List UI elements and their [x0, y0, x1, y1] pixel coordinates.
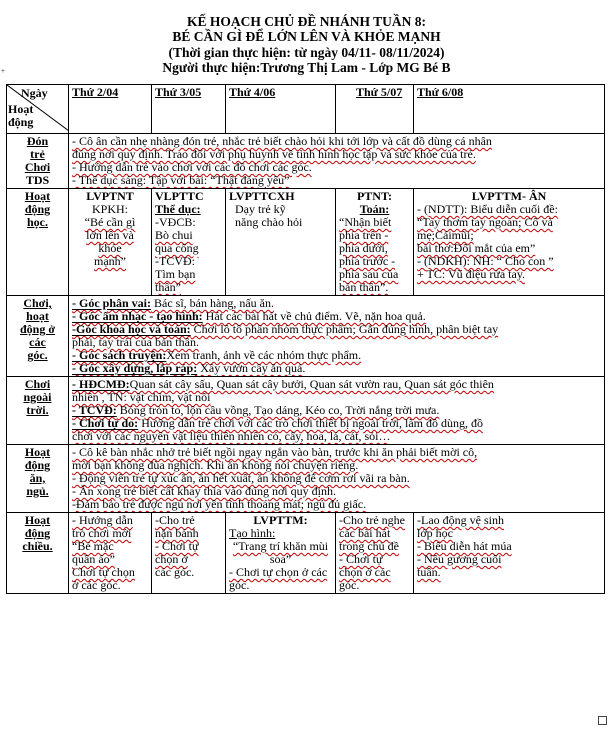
label-line: ăn, [29, 471, 46, 485]
text-line: đúng nơi quy định. Trao đổi với phụ huynh về tình hình học tập và sức khỏe của trẻ. [72, 147, 476, 161]
corner-title: - Góc phân vai: [72, 296, 152, 310]
text-line: lớp học [417, 526, 454, 540]
subject-title: LVPTTCXH [229, 189, 295, 203]
hoc-fri [414, 189, 605, 296]
label-line: ngoài [23, 390, 52, 404]
hoc-tue [152, 189, 226, 296]
text-line: các bài hát [339, 526, 391, 540]
corner-cell [7, 85, 69, 134]
text-line: trò chơi mới [72, 526, 132, 540]
table-move-handle-icon[interactable]: + [1, 67, 5, 75]
text-line: - Chơi tự chọn ở các [229, 565, 328, 579]
corner-text: Xem tranh, ảnh về các nhóm thực phẩm. [166, 348, 362, 362]
day-header-wed: Thứ 4/06 [226, 85, 336, 134]
text-line: - (NDKH): NH: “ Cho con ” [417, 254, 554, 268]
text-line: qua cổng [155, 241, 199, 255]
row-don-tre [7, 134, 605, 189]
text-line: lớn lên và [86, 228, 134, 242]
activity-text: Quan sát cây sấu, Quan sát cây bưởi, Quan sát vườn rau, Quan sát góc thiên [129, 377, 494, 391]
plan-time: (Thời gian thực hiện: từ ngày 04/11- 08/11/2024) [168, 45, 445, 60]
label-line: Hoạt [24, 189, 51, 203]
hoc-mon [69, 189, 152, 296]
subject-subtitle: Toán: [359, 202, 390, 216]
text-line: -Lao động vệ sinh [417, 513, 504, 527]
text-line: quần áo” [72, 552, 115, 566]
text-line: bài thơ:Đôi mắt của em” [417, 241, 536, 255]
text-line: - Chơi tự [339, 552, 383, 566]
label-line: Đón [26, 134, 49, 148]
text-line: năng chào hỏi [235, 215, 303, 229]
subject-title: PTNT: [356, 189, 393, 203]
plan-subtitle: BÉ CẦN GÌ ĐỂ LỚN LÊN VÀ KHỎE MẠNH [172, 29, 441, 44]
chieu-tue [152, 513, 226, 594]
table-resize-handle-icon[interactable] [598, 716, 607, 725]
label-line: động [24, 202, 51, 216]
text-line: Tìm bạn [155, 267, 196, 281]
an-ngu-content [69, 445, 605, 513]
text-line: -VĐCB: [155, 215, 196, 229]
corner-text: phải, tay trái của bản thân. [72, 335, 199, 349]
text-line: Dạy trẻ kỹ [235, 202, 286, 216]
text-line: góc. [229, 578, 250, 592]
text-line: bản thân”. [339, 280, 389, 294]
label-line: động [24, 526, 51, 540]
label-line: động [24, 458, 51, 472]
label-line: ngủ. [26, 484, 49, 498]
day-header-thu: Thứ 5/07 [336, 85, 414, 134]
text-line: Thể dục: [155, 202, 201, 216]
label-line: Hoạt [24, 513, 51, 527]
text-line: “Bé cần gì [84, 215, 136, 229]
activity-text: Hướng dẫn trẻ chơi với các trò chơi thiết bị ngoài trời, làm đồ dùng, đồ [138, 416, 484, 430]
label-line: học. [27, 215, 48, 229]
label-line: TDS [25, 173, 50, 187]
text-line: KPKH: [91, 202, 128, 216]
chieu-fri [414, 513, 605, 594]
corner-text: Chơi lô tô phân nhóm thực phẩm; Gắn đúng hình, phân biệt tay [190, 322, 499, 336]
chieu-mon [69, 513, 152, 594]
text-line: - Ăn xong trẻ biết cất khay thìa vào đúng nơi quy định. [72, 484, 336, 498]
corner-title: -Góc khoa học và toán: [72, 322, 191, 336]
text-line: thân” [155, 280, 181, 294]
activity-label-ngoai-troi [7, 377, 69, 445]
text-line: chọn ở các [339, 565, 391, 579]
corner-title: - Góc âm nhạc - tạo hình: [72, 309, 203, 323]
plan-teacher: Người thực hiện:Trương Thị Lam - Lớp MG Bé B [162, 60, 451, 75]
day-header-fri: Thứ 6/08 [414, 85, 605, 134]
text-line: trong chủ đề [339, 539, 399, 553]
subject-title: VLPTTC [155, 189, 204, 203]
corner-text: Xây vườn cây ăn quả. [197, 361, 306, 375]
text-line: chọn ở [155, 552, 188, 566]
row-hoat-dong-hoc [7, 189, 605, 296]
label-line: Chơi [24, 377, 51, 391]
text-line: Chơi tự chọn [72, 565, 135, 579]
text-line: - Thể dục sáng: Tập với bài: “Thật đáng yêu” [72, 173, 290, 187]
chieu-wed [226, 513, 336, 594]
text-line: “Trang trí khăn mùi [232, 539, 329, 553]
text-line: các góc. [155, 565, 195, 579]
subject-title: LVPTTM: [253, 513, 308, 527]
label-line: Chơi [24, 160, 51, 174]
activity-label-an-ngu [7, 445, 69, 513]
text-line: mạnh” [94, 254, 126, 268]
don-tre-content [69, 134, 605, 189]
day-header-mon: Thứ 2/04 [69, 85, 152, 134]
text-line: -Cho trẻ nghe [339, 513, 405, 527]
label-line: trẻ [30, 147, 45, 161]
label-line: hoạt [26, 309, 49, 323]
hoc-thu [336, 189, 414, 296]
corner-text: Bác sĩ, bán hàng, nấu ăn. [151, 296, 274, 310]
label-line: các [29, 335, 46, 349]
activity-text: chơi với các nguyên vật liệu thiên nhiên cỏ, cây, hoa, lá, cát, sỏi… [72, 429, 391, 443]
text-line: - Hướng dẫn [72, 513, 133, 527]
corner-title: - Góc sách truyện: [72, 348, 167, 362]
row-chieu [7, 513, 605, 594]
ngoai-troi-content [69, 377, 605, 445]
label-line: trời. [26, 403, 49, 417]
subject-title: LVPTNT [86, 189, 134, 203]
text-line: “Bé mặc [72, 539, 114, 553]
activity-text: Bóng tròn to, lộn cầu vồng, Tạo dáng, Kéo co, Trời nắng trời mưa. [116, 403, 440, 417]
activity-title: - HĐCMĐ: [72, 377, 130, 391]
text-line: phía trên - [339, 228, 389, 242]
row-choi-goc [7, 296, 605, 377]
row-an-ngu [7, 445, 605, 513]
text-line: phía trước - [339, 254, 396, 268]
text-line: ở các góc. [72, 578, 121, 592]
text-line: -Đảm bảo trẻ được ngủ nơi yên tĩnh thoáng mát; ngủ đủ giấc. [72, 497, 367, 511]
chieu-thu [336, 513, 414, 594]
text-line: - Hướng dẫn trẻ vào chơi với các đồ chơi các góc. [72, 160, 312, 174]
text-line: tuần. [417, 565, 441, 579]
text-line: phía dưới, [339, 241, 388, 255]
corner-ngay: Ngày [21, 86, 48, 100]
corner-title: - Góc xây dựng, lắp ráp: [72, 361, 198, 375]
corner-text: Hát các bài hát về chủ điểm. Vẽ, nặn hoa quả. [202, 309, 426, 323]
activity-label-don-tre [7, 134, 69, 189]
weekly-plan-table [6, 84, 605, 594]
text-line: góc. [339, 578, 360, 592]
text-line: nặn bánh [155, 526, 199, 540]
activity-text: nhiên , TN: vật chìm, vật nổi [72, 390, 211, 404]
text-line: soa” [269, 552, 292, 566]
day-header-tue: Thứ 3/05 [152, 85, 226, 134]
label-line: Hoạt [24, 445, 51, 459]
text-line: “Nhận biết [339, 215, 392, 229]
text-line: phía sau của [339, 267, 399, 281]
activity-title: - TCVĐ: [72, 403, 117, 417]
text-line: - Chơi tự [155, 539, 199, 553]
text-line: - Cô ân cần nhẹ nhàng đón trẻ, nhắc trẻ biết chào hỏi khi tới lớp và cất đồ dùng cá nhân [72, 134, 492, 148]
header-row [7, 85, 605, 134]
text-line: - Cô kê bàn nhắc nhở trẻ biết ngồi ngay ngắn vào bàn, trước khi ăn phải biết mời cô, [72, 445, 478, 459]
text-line: Bò chui [155, 228, 193, 242]
text-line: - Động viên trẻ tự xúc ăn, ăn hết xuất, ăn không để cơm rơi vãi ra bàn. [72, 471, 410, 485]
text-line: mời bạn không đùa nghịch. Khi ăn không nói chuyện riêng. [72, 458, 359, 472]
corner-hoat: Hoạt [8, 102, 34, 116]
label-line: động ở [20, 322, 55, 336]
row-choi-ngoai-troi [7, 377, 605, 445]
label-line: góc. [27, 348, 48, 362]
text-line: - Nêu gương cuối [417, 552, 502, 566]
choi-goc-content [69, 296, 605, 377]
label-line: Chơi, [23, 296, 52, 310]
text-line: + TC: Vũ điệu rửa tay. [417, 267, 526, 281]
text-line: khỏe [98, 241, 122, 255]
label-line: chiều. [22, 539, 53, 553]
hoc-wed [226, 189, 336, 296]
text-line: “Tay thơm tay ngoan; Cô và [417, 215, 553, 229]
text-line: -Cho trẻ [155, 513, 195, 527]
text-line: Tạo hình: [229, 526, 276, 540]
subject-title: LVPTTM- ÂN [471, 189, 547, 203]
text-line: - (NDTT): Biểu diễn cuối đề: [417, 202, 558, 216]
activity-title: - Chơi tự do: [72, 416, 139, 430]
plan-title: KẾ HOẠCH CHỦ ĐỀ NHÁNH TUẦN 8: [186, 14, 426, 29]
activity-label-goc [7, 296, 69, 377]
text-line: mẹ;Cáimũi; [417, 228, 474, 242]
activity-label-hoc [7, 189, 69, 296]
text-line: - Biểu diễn hát múa [417, 539, 512, 553]
corner-dong: động [8, 115, 34, 129]
activity-label-chieu [7, 513, 69, 594]
text-line: -TCVĐ: [155, 254, 195, 268]
